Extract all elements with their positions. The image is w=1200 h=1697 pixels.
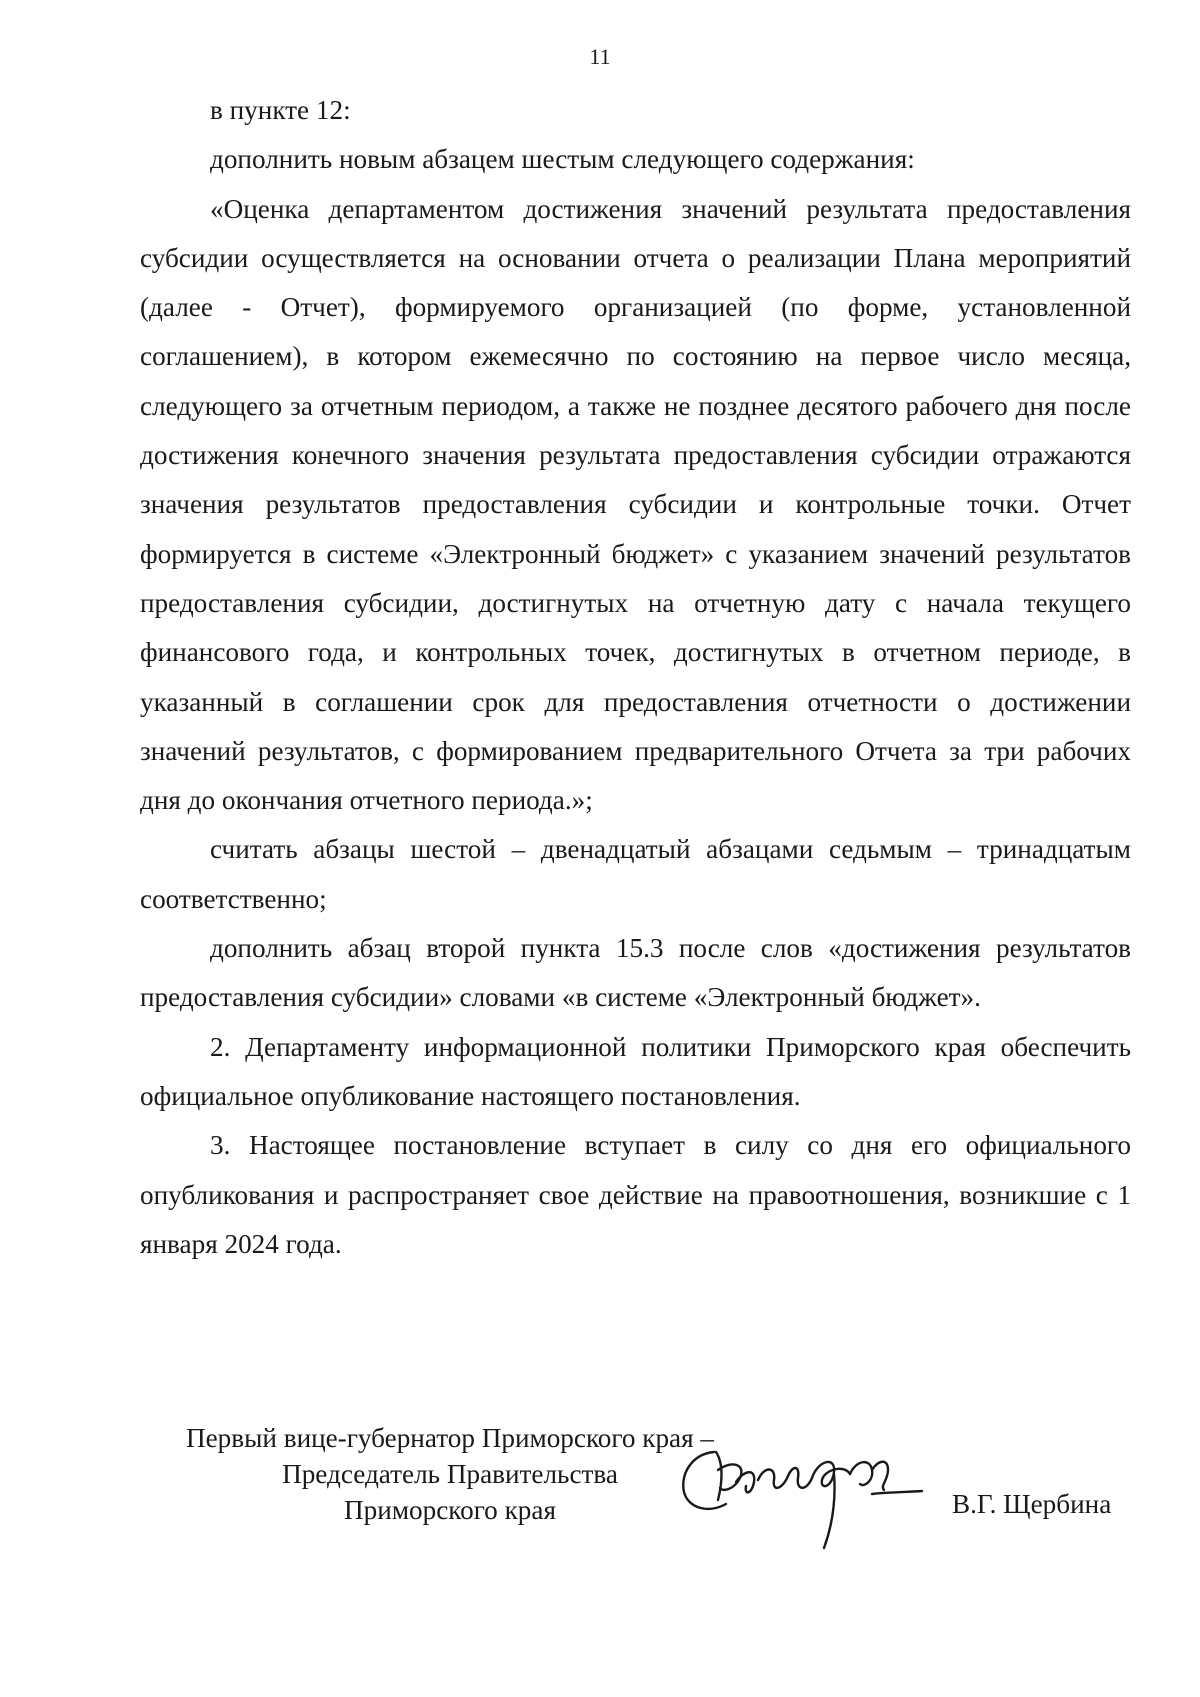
- page-number: 11: [589, 44, 611, 69]
- paragraph-clause-3: 3. Настоящее постановление вступает в силу со дня его официального опубликования и распространяет свое действие на правоотношения, возникшие с 1 января 2024 года.: [140, 1130, 1131, 1259]
- signatory-name: В.Г. Щербина: [952, 1489, 1112, 1519]
- paragraph-clause-2: 2. Департаменту информационной политики Приморского края обеспечить официальное опубликование настоящего постановления.: [140, 1031, 1131, 1111]
- paragraph-quote: «Оценка департаментом достижения значений результата предоставления субсидии осуществляется на основании отчета о реализации Плана мероприятий (далее - Отчет), формируемого организацией (по форме, установленной соглашением), в котором ежемесячно по состоянию на первое число месяца, следующего за отчетным периодом, а также не позднее десятого рабочего дня после достижения конечного значения результата предоставления субсидии отражаются значения результатов предоставления субсидии и контрольные точки. Отчет формируется в системе «Электронный бюджет» с указанием значений результатов предоставления субсидии, достигнутых на отчетную дату с начала текущего финансового года, и контрольных точек, достигнутых в отчетном периоде, в указанный в соглашении срок для предоставления отчетности о достижении значений результатов, с формированием предварительного Отчета за три рабочих дня до окончания отчетного периода.»;: [140, 193, 1131, 816]
- signatory-title-line: Приморского края: [344, 1495, 556, 1525]
- handwritten-signature-icon: [674, 1430, 924, 1560]
- paragraph-add-sixth: дополнить новым абзацем шестым следующего содержания:: [210, 144, 915, 175]
- paragraph-renumber: считать абзацы шестой – двенадцатый абзацами седьмым – тринадцатым соответственно;: [140, 834, 1131, 914]
- signature-block: [150, 1420, 1140, 1560]
- document-body: [140, 86, 1131, 1269]
- paragraph-15-3: дополнить абзац второй пункта 15.3 после слов «достижения результатов предоставления субсидии» словами «в системе «Электронный бюджет».: [140, 933, 1131, 1013]
- paragraph-item-12: в пункте 12:: [210, 95, 351, 125]
- signatory-title-line: Председатель Правительства: [282, 1459, 618, 1489]
- signatory-title: [150, 1420, 750, 1528]
- signatory-title-line: Первый вице-губернатор Приморского края –: [185, 1423, 715, 1453]
